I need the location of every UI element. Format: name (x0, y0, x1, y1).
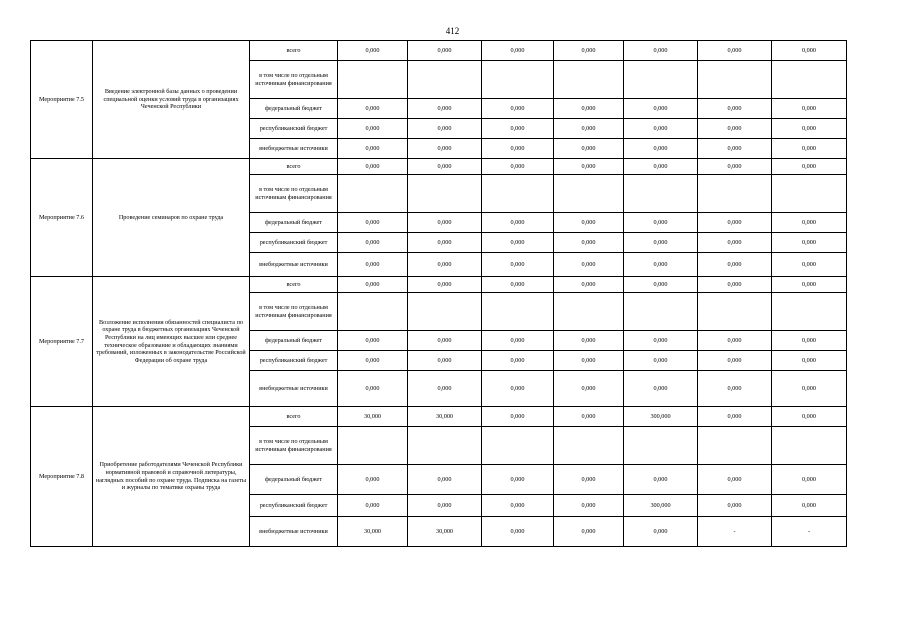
funding-value-cell: 0,000 (408, 119, 482, 139)
funding-value-cell: 300,000 (624, 407, 698, 427)
funding-value-cell: 0,000 (338, 465, 408, 495)
funding-value-cell: 0,000 (772, 139, 847, 159)
funding-value-cell: 0,000 (408, 331, 482, 351)
funding-value-cell (772, 427, 847, 465)
funding-value-cell: 0,000 (772, 159, 847, 175)
funding-value-cell (554, 175, 624, 213)
measure-description: Возложение исполнения обязанностей специалиста по охране труда в бюджетных организациях Чеченской Республики на лиц имеющих высшее или среднее техническое образование и обладающих знаниями требований, изложенных в законодательстве Российской Федерации об охране труда (93, 277, 250, 407)
funding-source-label: всего (250, 277, 338, 293)
funding-value-cell: 0,000 (482, 119, 554, 139)
funding-value-cell: 0,000 (408, 99, 482, 119)
funding-value-cell: - (772, 517, 847, 547)
funding-value-cell: 0,000 (482, 351, 554, 371)
funding-source-label: внебюджетные источники (250, 139, 338, 159)
funding-source-label: в том числе по отдельным источникам финансирования (250, 427, 338, 465)
funding-value-cell: 0,000 (554, 351, 624, 371)
funding-value-cell: 0,000 (408, 277, 482, 293)
funding-value-cell: 0,000 (554, 41, 624, 61)
funding-value-cell: - (698, 517, 772, 547)
funding-value-cell: 0,000 (698, 139, 772, 159)
funding-value-cell: 0,000 (554, 277, 624, 293)
funding-value-cell: 0,000 (482, 159, 554, 175)
funding-value-cell: 0,000 (482, 41, 554, 61)
funding-value-cell: 0,000 (772, 495, 847, 517)
funding-value-cell: 0,000 (482, 331, 554, 351)
funding-source-label: в том числе по отдельным источникам финансирования (250, 293, 338, 331)
measure-description: Введение электронной базы данных о проведении специальной оценки условий труда в организациях Чеченской Республики (93, 41, 250, 159)
funding-value-cell: 0,000 (624, 331, 698, 351)
funding-source-label: внебюджетные источники (250, 517, 338, 547)
funding-value-cell (482, 175, 554, 213)
funding-value-cell: 0,000 (698, 407, 772, 427)
funding-value-cell: 0,000 (338, 331, 408, 351)
funding-value-cell: 0,000 (772, 213, 847, 233)
table-row (31, 407, 847, 427)
funding-source-label: всего (250, 159, 338, 175)
funding-value-cell: 0,000 (624, 253, 698, 277)
funding-value-cell: 0,000 (624, 233, 698, 253)
funding-value-cell: 0,000 (698, 465, 772, 495)
funding-value-cell: 0,000 (554, 517, 624, 547)
funding-table (30, 40, 847, 547)
funding-value-cell: 0,000 (772, 277, 847, 293)
funding-value-cell: 0,000 (338, 371, 408, 407)
funding-value-cell (338, 293, 408, 331)
funding-value-cell: 0,000 (338, 253, 408, 277)
funding-value-cell: 0,000 (554, 465, 624, 495)
funding-value-cell: 0,000 (772, 253, 847, 277)
funding-value-cell (482, 293, 554, 331)
funding-value-cell: 0,000 (408, 371, 482, 407)
funding-value-cell: 0,000 (554, 99, 624, 119)
funding-source-label: федеральный бюджет (250, 99, 338, 119)
funding-value-cell: 0,000 (554, 331, 624, 351)
funding-value-cell: 0,000 (338, 213, 408, 233)
measure-description: Проведение семинаров по охране труда (93, 159, 250, 277)
table-row (31, 41, 847, 61)
funding-value-cell: 0,000 (624, 41, 698, 61)
funding-value-cell: 0,000 (338, 351, 408, 371)
funding-value-cell: 0,000 (482, 233, 554, 253)
funding-value-cell (772, 61, 847, 99)
funding-value-cell: 0,000 (624, 139, 698, 159)
funding-value-cell: 0,000 (772, 41, 847, 61)
funding-value-cell: 0,000 (338, 99, 408, 119)
funding-value-cell: 0,000 (624, 465, 698, 495)
funding-source-label: всего (250, 41, 338, 61)
funding-value-cell: 0,000 (338, 139, 408, 159)
funding-value-cell: 0,000 (698, 371, 772, 407)
funding-value-cell: 0,000 (338, 41, 408, 61)
funding-value-cell: 0,000 (554, 495, 624, 517)
funding-value-cell: 0,000 (698, 41, 772, 61)
funding-value-cell (408, 61, 482, 99)
funding-value-cell: 0,000 (624, 159, 698, 175)
funding-value-cell: 0,000 (624, 517, 698, 547)
funding-value-cell (624, 427, 698, 465)
funding-value-cell (338, 427, 408, 465)
funding-value-cell: 0,000 (408, 159, 482, 175)
funding-value-cell: 0,000 (338, 233, 408, 253)
funding-value-cell: 30,000 (338, 517, 408, 547)
funding-value-cell: 0,000 (624, 371, 698, 407)
funding-value-cell (482, 61, 554, 99)
funding-value-cell: 0,000 (624, 119, 698, 139)
funding-value-cell: 0,000 (408, 41, 482, 61)
funding-value-cell: 0,000 (772, 233, 847, 253)
funding-source-label: внебюджетные источники (250, 253, 338, 277)
funding-value-cell: 0,000 (408, 139, 482, 159)
funding-value-cell: 0,000 (554, 119, 624, 139)
funding-value-cell: 0,000 (554, 139, 624, 159)
funding-value-cell: 0,000 (482, 495, 554, 517)
funding-value-cell: 30,000 (408, 407, 482, 427)
funding-value-cell (554, 61, 624, 99)
funding-value-cell: 0,000 (624, 351, 698, 371)
funding-value-cell: 0,000 (698, 99, 772, 119)
funding-value-cell: 0,000 (482, 407, 554, 427)
funding-value-cell: 0,000 (408, 465, 482, 495)
funding-value-cell: 0,000 (338, 277, 408, 293)
funding-value-cell: 0,000 (698, 233, 772, 253)
funding-value-cell: 0,000 (624, 277, 698, 293)
funding-value-cell: 0,000 (408, 495, 482, 517)
funding-value-cell: 0,000 (698, 253, 772, 277)
funding-value-cell: 0,000 (482, 517, 554, 547)
funding-value-cell: 0,000 (554, 371, 624, 407)
funding-value-cell (624, 293, 698, 331)
funding-value-cell: 0,000 (338, 119, 408, 139)
funding-source-label: внебюджетные источники (250, 371, 338, 407)
funding-value-cell (624, 175, 698, 213)
funding-value-cell: 0,000 (482, 99, 554, 119)
funding-value-cell: 0,000 (482, 277, 554, 293)
funding-value-cell (338, 175, 408, 213)
funding-value-cell: 0,000 (698, 495, 772, 517)
funding-source-label: в том числе по отдельным источникам финансирования (250, 61, 338, 99)
funding-value-cell: 0,000 (408, 351, 482, 371)
funding-value-cell (408, 427, 482, 465)
funding-value-cell: 0,000 (554, 253, 624, 277)
funding-value-cell (482, 427, 554, 465)
table-row (31, 277, 847, 293)
table-row (31, 159, 847, 175)
funding-value-cell: 0,000 (698, 277, 772, 293)
measure-description: Приобретение работодателями Чеченской Республики нормативной правовой и справочной литературы, наглядных пособий по охране труда. Подписка на газеты и журналы по тематике охраны труда (93, 407, 250, 547)
funding-source-label: всего (250, 407, 338, 427)
funding-value-cell (698, 61, 772, 99)
funding-source-label: федеральный бюджет (250, 465, 338, 495)
funding-source-label: в том числе по отдельным источникам финансирования (250, 175, 338, 213)
funding-value-cell: 0,000 (772, 371, 847, 407)
funding-source-label: республиканский бюджет (250, 495, 338, 517)
funding-value-cell: 0,000 (554, 159, 624, 175)
funding-value-cell: 0,000 (482, 213, 554, 233)
page-number: 412 (445, 26, 460, 36)
funding-value-cell (698, 427, 772, 465)
funding-value-cell (408, 175, 482, 213)
funding-value-cell (624, 61, 698, 99)
funding-value-cell (698, 293, 772, 331)
funding-value-cell: 0,000 (698, 159, 772, 175)
funding-value-cell (338, 61, 408, 99)
funding-value-cell: 300,000 (624, 495, 698, 517)
funding-source-label: республиканский бюджет (250, 351, 338, 371)
funding-value-cell: 0,000 (624, 213, 698, 233)
measure-code: Мероприятие 7.6 (31, 159, 93, 277)
funding-value-cell: 30,000 (408, 517, 482, 547)
funding-value-cell: 0,000 (698, 351, 772, 371)
measure-code: Мероприятие 7.7 (31, 277, 93, 407)
measure-code: Мероприятие 7.8 (31, 407, 93, 547)
funding-value-cell: 0,000 (482, 253, 554, 277)
funding-value-cell (408, 293, 482, 331)
funding-source-label: республиканский бюджет (250, 233, 338, 253)
funding-value-cell: 0,000 (772, 465, 847, 495)
funding-value-cell: 0,000 (554, 233, 624, 253)
funding-value-cell (698, 175, 772, 213)
funding-value-cell (554, 427, 624, 465)
measure-code: Мероприятие 7.5 (31, 41, 93, 159)
funding-value-cell: 0,000 (698, 331, 772, 351)
funding-value-cell: 0,000 (554, 407, 624, 427)
funding-value-cell: 30,000 (338, 407, 408, 427)
funding-value-cell: 0,000 (408, 253, 482, 277)
funding-source-label: федеральный бюджет (250, 213, 338, 233)
funding-value-cell: 0,000 (408, 213, 482, 233)
funding-value-cell: 0,000 (772, 407, 847, 427)
funding-value-cell: 0,000 (772, 351, 847, 371)
funding-value-cell: 0,000 (408, 233, 482, 253)
funding-source-label: республиканский бюджет (250, 119, 338, 139)
funding-value-cell: 0,000 (338, 159, 408, 175)
funding-value-cell: 0,000 (482, 371, 554, 407)
funding-value-cell: 0,000 (698, 119, 772, 139)
funding-value-cell: 0,000 (482, 465, 554, 495)
funding-value-cell: 0,000 (772, 99, 847, 119)
funding-value-cell: 0,000 (698, 213, 772, 233)
funding-value-cell: 0,000 (772, 331, 847, 351)
funding-source-label: федеральный бюджет (250, 331, 338, 351)
funding-value-cell: 0,000 (772, 119, 847, 139)
funding-value-cell: 0,000 (554, 213, 624, 233)
funding-value-cell (772, 175, 847, 213)
funding-value-cell (772, 293, 847, 331)
funding-value-cell (554, 293, 624, 331)
funding-value-cell: 0,000 (482, 139, 554, 159)
funding-value-cell: 0,000 (624, 99, 698, 119)
funding-value-cell: 0,000 (338, 495, 408, 517)
